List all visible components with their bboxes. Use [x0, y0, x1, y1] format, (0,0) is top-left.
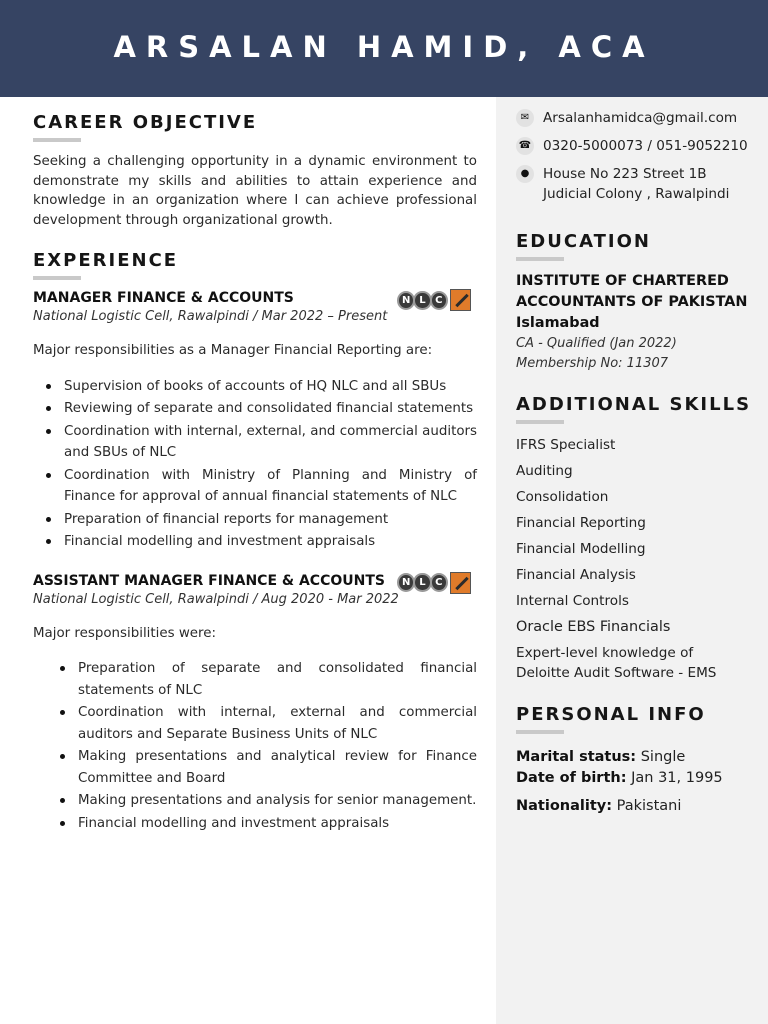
list-item: Supervision of books of accounts of HQ NLC and all SBUs	[64, 376, 477, 398]
marital-status	[516, 747, 756, 768]
field-value: Pakistani	[612, 798, 682, 814]
location-pin-icon: ●	[516, 165, 534, 183]
list-item: Coordination with internal, external, and commercial auditors and SBUs of NLC	[64, 421, 477, 464]
contact-section	[516, 108, 756, 204]
sidebar-column	[516, 108, 756, 817]
logo-letter: C	[430, 291, 448, 310]
list-item: Making presentations and analysis for senior management.	[78, 790, 477, 812]
section-divider	[516, 257, 564, 261]
resume-header	[0, 0, 768, 97]
skill-line: Deloitte Audit Software - EMS	[516, 664, 717, 681]
personal-info-section	[516, 704, 756, 817]
career-objective-text: Seeking a challenging opportunity in a dynamic environment to demonstrate my skills and abilities to attain experience and knowledge in an organization where I can achieve professional development through organizational growth.	[33, 154, 477, 228]
job-responsibilities	[33, 658, 477, 834]
contact-address	[516, 164, 756, 204]
education-section	[516, 231, 756, 374]
email-text: Arsalanhamidca@gmail.com	[543, 110, 738, 126]
skill-item: Internal Controls	[516, 593, 629, 609]
field-value: Single	[636, 749, 686, 765]
field-label: Marital status:	[516, 749, 637, 765]
list-item: Coordination with Ministry of Planning and Ministry of Finance for approval of annual financial statements of NLC	[64, 465, 477, 508]
logo-letter: L	[413, 573, 431, 592]
skill-item: Consolidation	[516, 489, 609, 505]
list-item: Financial modelling and investment appraisals	[78, 813, 477, 835]
job-intro: Major responsibilities as a Manager Financial Reporting are:	[33, 343, 433, 358]
nationality	[516, 796, 756, 817]
section-title-career-objective: CAREER OBJECTIVE	[33, 112, 258, 133]
phone-icon: ☎	[516, 137, 534, 155]
skill-item: Oracle EBS Financials	[516, 619, 671, 635]
list-item: Coordination with internal, external and commercial auditors and Separate Business Units of NLC	[78, 702, 477, 745]
section-title-experience: EXPERIENCE	[33, 250, 179, 271]
job-intro: Major responsibilities were:	[33, 625, 216, 641]
skill-item: Financial Reporting	[516, 515, 646, 531]
field-value: Jan 31, 1995	[626, 770, 723, 786]
experience-section	[33, 250, 477, 834]
logo-letter: N	[397, 573, 415, 592]
section-title-personal-info: PERSONAL INFO	[516, 704, 706, 725]
section-divider	[516, 730, 564, 734]
skills-list	[516, 432, 756, 683]
list-item: Making presentations and analytical review for Finance Committee and Board	[78, 746, 477, 789]
list-item: Preparation of separate and consolidated financial statements of NLC	[78, 658, 477, 701]
address-line: House No 223 Street 1B	[543, 166, 707, 182]
job-responsibilities	[33, 376, 477, 553]
membership-number: Membership No: 11307	[516, 356, 669, 371]
logo-flag-icon	[450, 289, 471, 311]
main-column	[33, 112, 477, 835]
section-title-skills: ADDITIONAL SKILLS	[516, 394, 752, 415]
skill-line: Expert-level knowledge of	[516, 645, 694, 661]
skill-item: Auditing	[516, 463, 573, 479]
nlc-logo	[397, 571, 471, 595]
logo-letter: L	[413, 291, 431, 310]
contact-phone[interactable]	[516, 136, 756, 156]
job-entry	[33, 573, 477, 835]
skills-section	[516, 394, 756, 683]
section-title-education: EDUCATION	[516, 231, 651, 252]
job-employer-dates: National Logistic Cell, Rawalpindi / Mar 2022 – Present	[33, 309, 388, 324]
list-item: Preparation of financial reports for management	[64, 509, 477, 531]
career-objective-section	[33, 112, 477, 230]
skill-item: Financial Modelling	[516, 541, 646, 557]
qualification: CA - Qualified (Jan 2022)	[516, 336, 677, 351]
envelope-icon: ✉	[516, 109, 534, 127]
field-label: Nationality:	[516, 798, 613, 814]
address-line: Judicial Colony , Rawalpindi	[543, 186, 730, 202]
section-divider	[33, 276, 81, 280]
skill-item: IFRS Specialist	[516, 437, 616, 453]
date-of-birth	[516, 768, 756, 789]
field-label: Date of birth:	[516, 770, 627, 786]
list-item: Reviewing of separate and consolidated financial statements	[64, 398, 477, 420]
institute-name: ACCOUNTANTS OF PAKISTAN	[516, 294, 748, 310]
nlc-logo	[397, 288, 471, 312]
candidate-name: ARSALAN HAMID, ACA	[113, 29, 655, 64]
skill-item: Financial Analysis	[516, 567, 636, 583]
job-title: ASSISTANT MANAGER FINANCE & ACCOUNTS	[33, 572, 385, 589]
contact-email[interactable]	[516, 108, 756, 128]
skill-item	[516, 644, 756, 683]
list-item: Financial modelling and investment appraisals	[64, 531, 477, 553]
job-title: MANAGER FINANCE & ACCOUNTS	[33, 290, 294, 306]
section-divider	[516, 420, 564, 424]
logo-letter: C	[430, 573, 448, 592]
job-entry	[33, 290, 477, 553]
institute-city: Islamabad	[516, 315, 600, 331]
institute-name: INSTITUTE OF CHARTERED	[516, 273, 729, 289]
job-employer-dates: National Logistic Cell, Rawalpindi / Aug 2020 - Mar 2022	[33, 591, 399, 607]
phone-text: 0320-5000073 / 051-9052210	[543, 138, 748, 154]
logo-flag-icon	[450, 572, 471, 594]
address-text	[543, 164, 729, 204]
section-divider	[33, 138, 81, 142]
logo-letter: N	[397, 291, 415, 310]
